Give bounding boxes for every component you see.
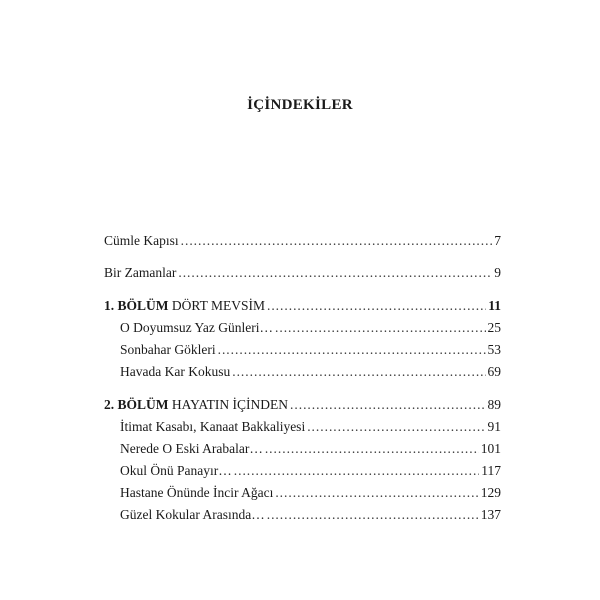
toc-part-heading xyxy=(104,298,265,314)
toc-entry-page: 89 xyxy=(487,397,501,412)
dot-leader xyxy=(232,364,485,380)
dot-leader xyxy=(267,298,486,314)
toc-entry-page: 11 xyxy=(488,298,501,313)
toc-entry-itimat-kasabi[interactable] xyxy=(120,419,501,435)
toc-entry-page: 9 xyxy=(494,265,501,280)
toc-entry-page: 129 xyxy=(480,485,501,500)
dot-leader xyxy=(275,320,486,336)
toc-entry-eski-arabalar[interactable] xyxy=(120,441,501,457)
toc-entry-label: İtimat Kasabı, Kanaat Bakkaliyesi xyxy=(120,419,306,434)
toc-entry-page: 25 xyxy=(487,320,501,335)
toc-entry-okul-onu[interactable] xyxy=(120,463,501,479)
toc-entry-bir-zamanlar[interactable] xyxy=(104,265,501,281)
toc-entry-label: Havada Kar Kokusu xyxy=(120,364,231,379)
toc-entry-page: 69 xyxy=(487,364,501,379)
dot-leader xyxy=(178,265,492,281)
toc-entry-sonbahar[interactable] xyxy=(120,342,501,358)
toc-part-2[interactable] xyxy=(104,397,501,413)
part-title: HAYATIN İÇİNDEN xyxy=(171,397,289,412)
dot-leader xyxy=(181,233,493,249)
toc-entry-label: Okul Önü Panayır… xyxy=(120,463,232,478)
toc-entry-kar-kokusu[interactable] xyxy=(120,364,501,380)
toc-entry-page: 91 xyxy=(487,419,501,434)
toc-entry-incir-agaci[interactable] xyxy=(120,485,501,501)
toc-entry-label: Nerede O Eski Arabalar… xyxy=(120,441,263,456)
toc-entry-page: 53 xyxy=(487,342,501,357)
toc-entry-doyumsuz-yaz[interactable] xyxy=(120,320,501,336)
toc-entry-label: O Doyumsuz Yaz Günleri… xyxy=(120,320,273,335)
toc-entry-label: Bir Zamanlar xyxy=(104,265,177,280)
toc-title: İÇİNDEKİLER xyxy=(247,97,353,113)
toc-entry-label: Sonbahar Gökleri xyxy=(120,342,216,357)
toc-entry-label: Cümle Kapısı xyxy=(104,233,179,248)
dot-leader xyxy=(218,342,486,358)
dot-leader xyxy=(234,463,480,479)
toc-entry-page: 137 xyxy=(480,507,501,522)
dot-leader xyxy=(290,397,485,413)
dot-leader xyxy=(275,485,478,501)
dot-leader xyxy=(267,507,479,523)
part-number: 2. BÖLÜM xyxy=(104,397,169,412)
toc-entry-label: Güzel Kokular Arasında… xyxy=(120,507,265,522)
dot-leader xyxy=(307,419,485,435)
toc-entry-label: Hastane Önünde İncir Ağacı xyxy=(120,485,274,500)
toc-entry-guzel-kokular[interactable] xyxy=(120,507,501,523)
toc-part-1[interactable] xyxy=(104,298,501,314)
toc-entry-cumle-kapisi[interactable] xyxy=(104,233,501,249)
toc-part-heading xyxy=(104,397,288,413)
part-number: 1. BÖLÜM xyxy=(104,298,169,313)
part-title: DÖRT MEVSİM xyxy=(171,298,265,313)
dot-leader xyxy=(265,441,479,457)
toc-entry-page: 117 xyxy=(481,463,501,478)
toc-entry-page: 7 xyxy=(494,233,501,248)
toc-entry-page: 101 xyxy=(480,441,501,456)
